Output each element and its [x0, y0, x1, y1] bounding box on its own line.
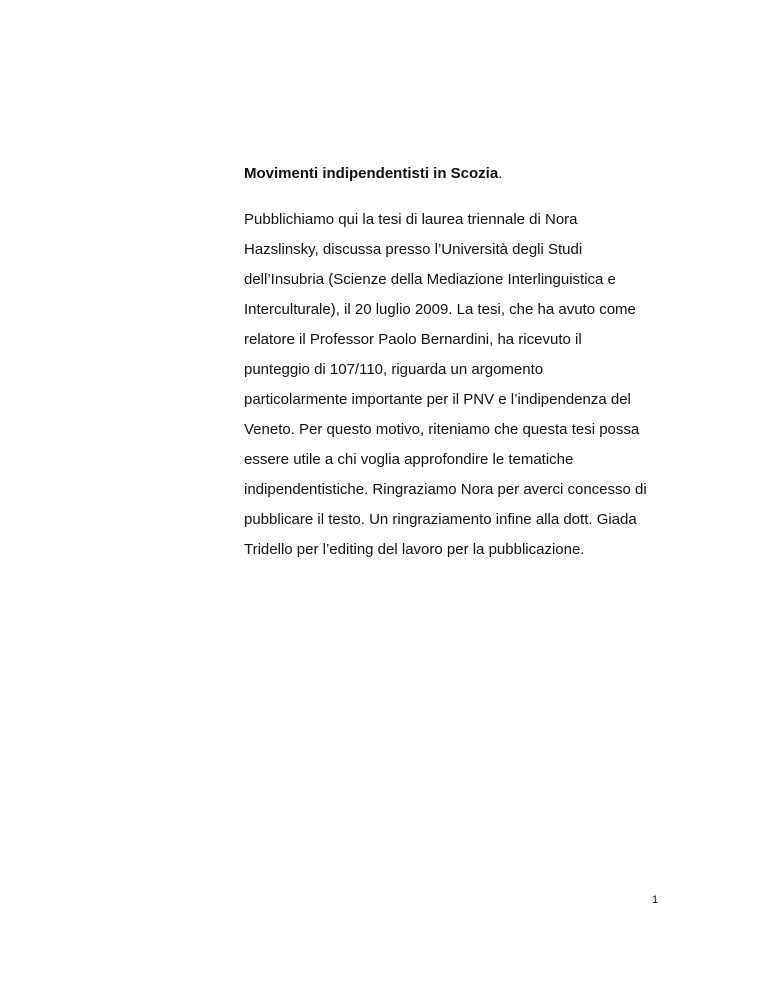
body-line: Interculturale), il 20 luglio 2009. La tesi, che ha avuto come: [244, 301, 636, 318]
document-title-period: .: [498, 165, 503, 182]
body-line: indipendentistiche. Ringraziamo Nora per averci concesso di: [244, 481, 647, 498]
body-line: Tridello per l’editing del lavoro per la pubblicazione.: [244, 541, 585, 558]
body-line: relatore il Professor Paolo Bernardini, ha ricevuto il: [244, 331, 582, 348]
body-line: dell’Insubria (Scienze della Mediazione Interlinguistica e: [244, 271, 616, 288]
body-line: essere utile a chi voglia approfondire le tematiche: [244, 451, 574, 468]
body-line: Pubblichiamo qui la tesi di laurea triennale di Nora: [244, 211, 578, 228]
body-line: punteggio di 107/110, riguarda un argomento: [244, 361, 544, 378]
body-line: particolarmente importante per il PNV e l’indipendenza del: [244, 391, 631, 408]
document-title-text: Movimenti indipendentisti in Scozia: [244, 165, 499, 182]
page-number: 1: [652, 894, 659, 906]
body-line: Hazslinsky, discussa presso l’Università degli Studi: [244, 241, 583, 258]
document-title: [244, 164, 502, 184]
document-body-paragraph: [244, 205, 674, 565]
body-line: Veneto. Per questo motivo, riteniamo che questa tesi possa: [244, 421, 640, 438]
body-line: pubblicare il testo. Un ringraziamento infine alla dott. Giada: [244, 511, 637, 528]
